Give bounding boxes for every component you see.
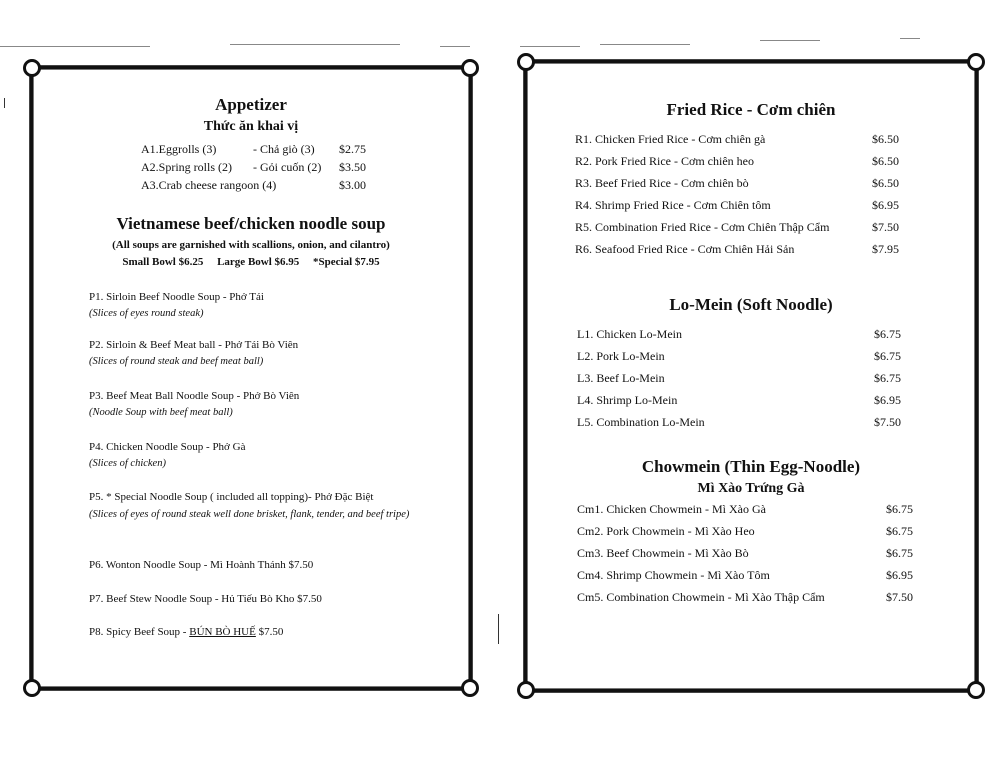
scan-artifact-line xyxy=(520,46,580,47)
fried-rice-item-price: $6.95 xyxy=(872,198,899,212)
menu-page-right xyxy=(524,60,978,692)
soup-item-desc: (Noodle Soup with beef meat ball) xyxy=(89,407,233,418)
chowmein-item-name: Cm2. Pork Chowmein - Mì Xào Heo xyxy=(577,524,755,538)
border-ornament xyxy=(23,679,41,697)
soup-title: Vietnamese beef/chicken noodle soup xyxy=(116,214,386,233)
soup-item-name: P6. Wonton Noodle Soup - Mì Hoành Thánh $7.50 xyxy=(89,559,314,571)
soup-item-name: P2. Sirloin & Beef Meat ball - Phở Tái Bò Viên xyxy=(89,339,299,351)
appetizer-title: Appetizer xyxy=(215,95,287,114)
lo-mein-item-price: $6.95 xyxy=(874,393,901,407)
soup-note: (All soups are garnished with scallions, onion, and cilantro) xyxy=(112,239,390,251)
appetizer-item-price: $3.00 xyxy=(339,178,366,192)
fried-rice-title: Fried Rice - Cơm chiên xyxy=(666,100,836,119)
lo-mein-item-price: $6.75 xyxy=(874,349,901,363)
scan-artifact-line xyxy=(440,46,470,47)
chowmein-item-price: $6.75 xyxy=(886,546,913,560)
scan-artifact-tick xyxy=(4,98,5,108)
lo-mein-item-name: L4. Shrimp Lo-Mein xyxy=(577,393,678,407)
soup-item-desc: (Slices of round steak and beef meat ball) xyxy=(89,356,264,367)
fried-rice-item-name: R5. Combination Fried Rice - Cơm Chiên Thập Cẩm xyxy=(575,220,830,234)
lo-mein-item-name: L2. Pork Lo-Mein xyxy=(577,349,665,363)
fried-rice-item-name: R3. Beef Fried Rice - Cơm chiên bò xyxy=(575,176,749,190)
chowmein-item-name: Cm5. Combination Chowmein - Mì Xào Thập Cẩm xyxy=(577,590,825,604)
border-ornament xyxy=(517,681,535,699)
scan-artifact-line xyxy=(0,46,150,47)
lo-mein-item-name: L1. Chicken Lo-Mein xyxy=(577,327,682,341)
border-ornament xyxy=(23,59,41,77)
fried-rice-item-price: $6.50 xyxy=(872,132,899,146)
soup-item-desc: (Slices of eyes of round steak well done brisket, flank, tender, and beef tripe) xyxy=(89,509,410,520)
soup-item-name: P7. Beef Stew Noodle Soup - Hủ Tiếu Bò Kho $7.50 xyxy=(89,593,322,605)
soup-item-name: P1. Sirloin Beef Noodle Soup - Phở Tái xyxy=(89,291,264,303)
fried-rice-item-price: $6.50 xyxy=(872,176,899,190)
fried-rice-item-price: $7.95 xyxy=(872,242,899,256)
soup-item-underlined-name: BÚN BÒ HUẾ xyxy=(189,626,256,638)
scan-artifact-line xyxy=(760,40,820,41)
appetizer-item-name: A2.Spring rolls (2) xyxy=(141,160,232,174)
chowmein-item-price: $6.75 xyxy=(886,524,913,538)
soup-item-p8 xyxy=(89,626,283,638)
chowmein-item-price: $7.50 xyxy=(886,590,913,604)
chowmein-item-price: $6.95 xyxy=(886,568,913,582)
soup-item-name: P4. Chicken Noodle Soup - Phở Gà xyxy=(89,441,246,453)
soup-sizes: Small Bowl $6.25 Large Bowl $6.95 *Special $7.95 xyxy=(122,256,380,268)
soup-item-desc: (Slices of eyes round steak) xyxy=(89,308,204,319)
appetizer-item-name: A3.Crab cheese rangoon (4) xyxy=(141,178,277,192)
fried-rice-item-price: $7.50 xyxy=(872,220,899,234)
fried-rice-item-name: R6. Seafood Fried Rice - Cơm Chiên Hải Sản xyxy=(575,242,795,256)
chowmein-item-name: Cm4. Shrimp Chowmein - Mì Xào Tôm xyxy=(577,568,770,582)
chowmein-item-name: Cm1. Chicken Chowmein - Mì Xào Gà xyxy=(577,502,766,516)
fried-rice-item-price: $6.50 xyxy=(872,154,899,168)
lo-mein-title: Lo-Mein (Soft Noodle) xyxy=(669,295,833,314)
lo-mein-item-name: L3. Beef Lo-Mein xyxy=(577,371,665,385)
scan-artifact-line xyxy=(230,44,400,45)
chowmein-item-name: Cm3. Beef Chowmein - Mì Xào Bò xyxy=(577,546,749,560)
border-ornament xyxy=(967,681,985,699)
appetizer-item-viet: - Gỏi cuốn (2) xyxy=(253,160,322,174)
fried-rice-item-name: R4. Shrimp Fried Rice - Cơm Chiên tôm xyxy=(575,198,771,212)
soup-item-desc: (Slices of chicken) xyxy=(89,458,166,469)
soup-item-name: P3. Beef Meat Ball Noodle Soup - Phở Bò Viên xyxy=(89,390,300,402)
appetizer-item-price: $3.50 xyxy=(339,160,366,174)
lo-mein-item-price: $6.75 xyxy=(874,327,901,341)
soup-item-name: P8. Spicy Beef Soup - xyxy=(89,626,190,638)
soup-item-price: $7.50 xyxy=(255,626,284,638)
chowmein-item-price: $6.75 xyxy=(886,502,913,516)
appetizer-subtitle: Thức ăn khai vị xyxy=(203,119,299,134)
lo-mein-item-price: $6.75 xyxy=(874,371,901,385)
scan-artifact-line xyxy=(600,44,690,45)
fried-rice-item-name: R2. Pork Fried Rice - Cơm chiên heo xyxy=(575,154,754,168)
menu-page-left xyxy=(30,66,472,690)
soup-item-name: P5. * Special Noodle Soup ( included all topping)- Phở Đặc Biệt xyxy=(89,491,374,503)
border-ornament xyxy=(967,53,985,71)
chowmein-title: Chowmein (Thin Egg-Noodle) xyxy=(641,457,861,476)
scan-artifact-line xyxy=(900,38,920,39)
appetizer-item-price: $2.75 xyxy=(339,142,366,156)
border-ornament xyxy=(517,53,535,71)
scan-artifact-tick xyxy=(498,614,499,644)
chowmein-subtitle: Mì Xào Trứng Gà xyxy=(697,481,805,496)
appetizer-item-viet: - Chả giò (3) xyxy=(253,142,315,156)
lo-mein-item-price: $7.50 xyxy=(874,415,901,429)
appetizer-item-name: A1.Eggrolls (3) xyxy=(141,142,217,156)
border-ornament xyxy=(461,679,479,697)
fried-rice-item-name: R1. Chicken Fried Rice - Cơm chiên gà xyxy=(575,132,766,146)
border-ornament xyxy=(461,59,479,77)
lo-mein-item-name: L5. Combination Lo-Mein xyxy=(577,415,705,429)
